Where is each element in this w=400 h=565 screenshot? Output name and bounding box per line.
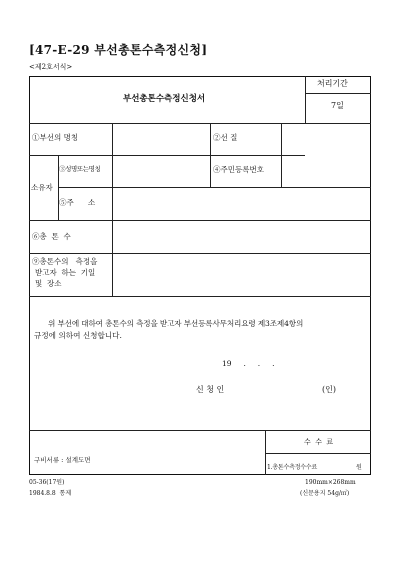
- resident-number-label: ④주민등록번호: [213, 165, 264, 174]
- required-documents: 구비서류 : 설계도면: [34, 456, 91, 464]
- approval-date: 1984.8.8 통제: [29, 490, 72, 497]
- statement-line1: 위 부선에 대하여 총톤수의 측정을 받고자 부선등록사무처리요령 제3조제4항의: [48, 319, 304, 328]
- address-field[interactable]: [113, 188, 370, 219]
- owner-name-label: ③성명또는명칭: [59, 165, 101, 173]
- gross-tonnage-field[interactable]: [113, 221, 370, 252]
- measurement-place-field[interactable]: [113, 254, 370, 295]
- measurement-place-label-line3: 및 장소: [35, 279, 62, 288]
- ship-name-label: ①부선의 명칭: [32, 133, 79, 142]
- form-code: 05-36(17원): [29, 479, 65, 486]
- gross-tonnage-label: ⑥총 톤 수: [32, 232, 71, 241]
- application-date: 19 . . .: [222, 359, 275, 368]
- hull-material-field[interactable]: [282, 124, 370, 154]
- measurement-place-label-line2: 받고자 하는 기일: [35, 268, 96, 277]
- seal-mark: (인): [322, 385, 336, 394]
- applicant-label: 신 청 인: [196, 385, 225, 394]
- hull-material-label: ②선 질: [213, 133, 238, 142]
- processing-period-value: 7일: [331, 101, 344, 110]
- owner-label: 소유자: [31, 183, 53, 192]
- fee-item: 1.총톤수측정수수료: [267, 464, 318, 471]
- processing-period-label: 처리기간: [317, 79, 348, 88]
- paper-type: (신문용지 54g/㎡): [300, 490, 350, 497]
- ship-name-field[interactable]: [113, 124, 209, 154]
- fee-unit: 원: [356, 464, 362, 471]
- form-title: 부선총톤수측정신청서: [123, 94, 206, 104]
- form-number: <제2호서식>: [29, 63, 73, 71]
- owner-name-field[interactable]: [113, 156, 209, 186]
- fee-label: 수 수 료: [304, 438, 334, 446]
- statement-line2: 규정에 의하여 신청합니다.: [34, 331, 122, 340]
- measurement-place-label-line1: ⑨총톤수의 측정을: [32, 257, 98, 266]
- resident-number-field[interactable]: [282, 156, 370, 186]
- paper-size: 190mm×268mm: [305, 479, 356, 486]
- address-label: ⑤주 소: [59, 198, 96, 207]
- document-heading: [47-E-29 부선총톤수측정신청]: [29, 43, 208, 57]
